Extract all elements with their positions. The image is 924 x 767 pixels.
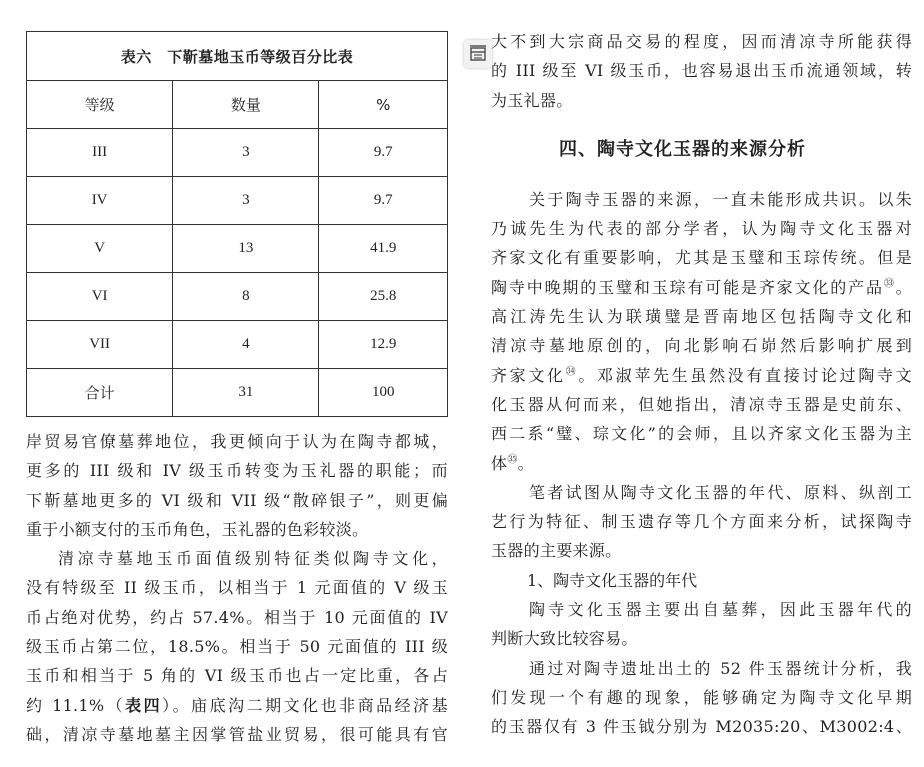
text-line: 下靳墓地更多的 VI 级和 VII 级“散碎银子”，则更偏 [26,490,448,510]
list-view-icon [468,44,488,64]
text-line: 们发现一个有趣的现象，能够确定为陶寺文化早期 [491,687,912,707]
text-line: 判断大致比较容易。 [491,629,638,649]
table-cell: 13 [173,225,319,273]
text-line [26,691,448,720]
text-line: 陶寺文化玉器主要出自墓葬，因此玉器年代的 [529,600,912,620]
table-cell: 8 [173,273,319,321]
table-header-percent: % [319,81,448,129]
text-segment: 约 11.1%（ [26,695,126,715]
table-reference: 表四 [125,695,163,715]
table-cell: 41.9 [319,225,448,273]
table-cell: 12.9 [319,321,448,369]
text-line: 艺行为特征、制玉遗存等几个方面来分析，试探陶寺 [491,512,912,532]
text-line: 玉器的主要来源。 [491,541,622,561]
table-cell: 4 [173,321,319,369]
table-cell: 3 [173,177,319,225]
table-cell: 9.7 [319,177,448,225]
text-segment: 齐家文化 [491,365,566,385]
text-line: 乃诚先生为代表的部分学者，认为陶寺文化玉器对 [491,219,912,239]
text-line: 没有特级至 II 级玉币，以相当于 1 元面值的 V 级玉 [26,578,448,598]
table-cell: VII [27,321,173,369]
text-line: 玉币和相当于 5 角的 VI 级玉币也占一定比重，各占 [26,666,448,686]
reader-toolbar-icon[interactable] [464,40,492,68]
text-line: 化玉器从何而来，但她指出，清凉寺玉器是史前东、 [491,394,912,414]
text-line: 高江涛先生认为联璜璧是晋南地区包括陶寺文化和 [491,307,912,327]
text-line: 础，清凉寺墓地墓主因掌管盐业贸易，很可能具有官 [26,724,448,744]
text-line: 齐家文化有重要影响，尤其是玉璧和玉琮传统。但是 [491,248,912,268]
table-cell: 100 [319,369,448,417]
text-segment: 。 [895,277,912,297]
text-line: 币占绝对优势，约占 57.4%。相当于 10 元面值的 IV [26,607,448,627]
table-header-grade: 等级 [27,81,173,129]
text-line: 清凉寺墓地原创的，向北影响石峁然后影响扩展到 [491,336,912,356]
table-row [27,225,448,273]
text-line: 重于小额支付的玉币角色，玉礼器的色彩较淡。 [26,519,369,539]
text-segment: 。邓淑苹先生虽然没有直接讨论过陶寺文 [578,365,912,385]
table-header-count: 数量 [173,81,319,129]
table-cell: 3 [173,129,319,177]
table-row [27,177,448,225]
text-segment: 。 [517,453,534,473]
text-line [491,361,912,390]
text-line: 的玉器仅有 3 件玉钺分别为 M2035:20、M3002:4、 [491,717,912,737]
text-line: 大不到大宗商品交易的程度，因而清凉寺所能获得 [491,32,912,51]
text-line: 更多的 III 级和 IV 级玉币转变为玉礼器的职能；而 [26,461,448,481]
text-line: 笔者试图从陶寺文化玉器的年代、原料、纵剖工 [529,482,912,502]
text-line: 关于陶寺玉器的来源，一直未能形成共识。以朱 [529,189,912,209]
text-segment: 体 [491,453,508,473]
text-line [491,273,912,302]
text-line: 岸贸易官僚墓葬地位，我更倾向于认为在陶寺都城， [26,432,448,451]
table-cell: 合计 [27,369,173,417]
table-cell: 9.7 [319,129,448,177]
table-row [27,129,448,177]
section-title: 四、陶寺文化玉器的来源分析 [559,138,806,160]
jade-coin-grade-table [26,31,448,417]
footnote-ref[interactable]: ㉞ [565,366,579,378]
subheading: 1、陶寺文化玉器的年代 [527,570,698,590]
footnote-ref[interactable]: ㉝ [883,278,896,290]
table-caption: 表六 下靳墓地玉币等级百分比表 [27,32,448,81]
text-line: 西二系“璧、琮文化”的会师，且以齐家文化玉器为主 [491,424,912,444]
table-cell: 25.8 [319,273,448,321]
text-line: 的 III 级至 VI 级玉币，也容易退出玉币流通领域，转 [491,61,912,81]
text-line: 清凉寺墓地玉币面值级别特征类似陶寺文化， [58,549,448,569]
table-row [27,369,448,417]
table-row [27,273,448,321]
table-cell: VI [27,273,173,321]
text-line: 级玉币占第二位，18.5%。相当于 50 元面值的 III 级 [26,637,448,657]
right-column [491,27,912,742]
table-cell: V [27,225,173,273]
text-segment: 陶寺中晚期的玉璧和玉琮有可能是齐家文化的产品 [491,277,884,297]
footnote-ref[interactable]: ㉟ [507,454,518,466]
table-row [27,321,448,369]
table-cell: III [27,129,173,177]
table-cell: IV [27,177,173,225]
text-line: 通过对陶寺遗址出土的 52 件玉器统计分析，我 [529,658,912,678]
left-column [26,427,448,749]
text-segment: ）。庙底沟二期文化也非商品经济基 [162,695,448,715]
table-cell: 31 [173,369,319,417]
text-line [491,449,912,478]
text-line: 为玉礼器。 [491,90,573,110]
